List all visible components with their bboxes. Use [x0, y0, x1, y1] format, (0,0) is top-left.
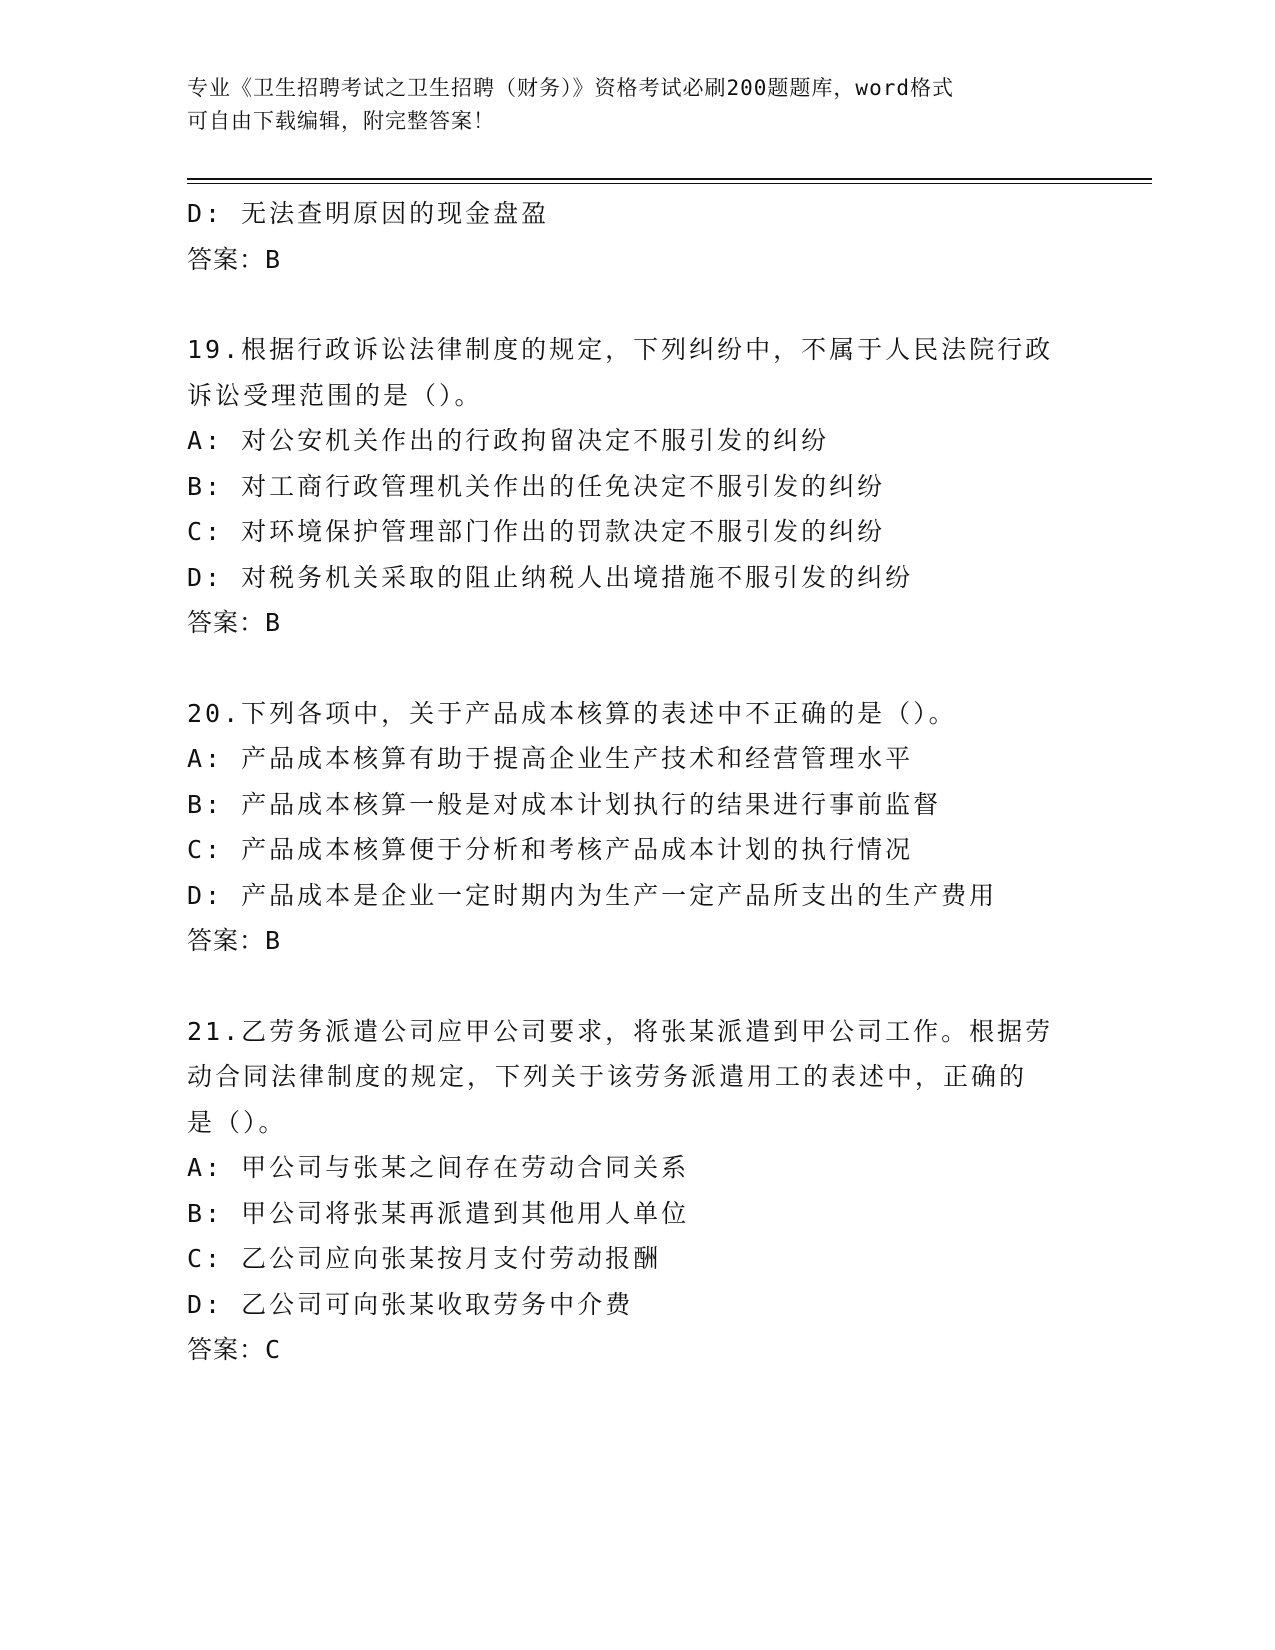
answer-label: 答案：	[187, 244, 266, 274]
option-c: C: 乙公司应向张某按月支付劳动报酬	[187, 1244, 662, 1273]
option-b: B: 对工商行政管理机关作出的任免决定不服引发的纠纷	[187, 471, 886, 501]
question-block-20	[187, 691, 1087, 964]
question-block-18-tail	[187, 191, 1087, 282]
option-a: A: 对公安机关作出的行政拘留决定不服引发的纠纷	[187, 426, 830, 455]
question-block-21	[187, 1009, 1087, 1373]
question-stem-line: 是（）。	[187, 1107, 287, 1137]
option-d: D: 产品成本是企业一定时期内为生产一定产品所支出的生产费用	[187, 880, 998, 910]
option-b: B: 产品成本核算一般是对成本计划执行的结果进行事前监督	[187, 789, 942, 819]
option-c: C: 产品成本核算便于分析和考核产品成本计划的执行情况	[187, 835, 914, 864]
answer-line	[187, 1327, 1087, 1373]
answer-value: B	[265, 926, 282, 955]
page-header	[187, 72, 1067, 138]
spacer	[187, 964, 1087, 1009]
answer-value: C	[265, 1335, 282, 1364]
question-stem-line: 20.下列各项中，关于产品成本核算的表述中不正确的是（）。	[187, 698, 957, 728]
option-d: D: 乙公司可向张某收取劳务中介费	[187, 1289, 634, 1319]
option-d: D: 无法查明原因的现金盘盈	[187, 199, 550, 228]
spacer	[187, 282, 1087, 327]
question-stem-line: 动合同法律制度的规定，下列关于该劳务派遣用工的表述中，正确的	[187, 1062, 1028, 1091]
answer-label: 答案：	[187, 608, 266, 637]
answer-line	[187, 237, 1087, 283]
question-list	[187, 191, 1087, 1373]
answer-label: 答案：	[187, 1335, 266, 1364]
option-a: A: 甲公司与张某之间存在劳动合同关系	[187, 1153, 690, 1182]
header-title-line-1: 专业《卫生招聘考试之卫生招聘（财务）》资格考试必刷200题题库，word格式	[187, 76, 954, 100]
question-block-19	[187, 327, 1087, 646]
answer-value: B	[265, 608, 282, 637]
header-divider-thin	[187, 183, 1152, 184]
option-b: B: 甲公司将张某再派遣到其他用人单位	[187, 1198, 690, 1228]
option-d: D: 对税务机关采取的阻止纳税人出境措施不服引发的纠纷	[187, 562, 914, 592]
answer-line	[187, 918, 1087, 964]
answer-line	[187, 600, 1087, 646]
question-stem-line: 21.乙劳务派遣公司应甲公司要求，将张某派遣到甲公司工作。根据劳	[187, 1016, 1054, 1046]
option-c: C: 对环境保护管理部门作出的罚款决定不服引发的纠纷	[187, 517, 886, 546]
question-stem-line: 诉讼受理范围的是（）。	[187, 380, 483, 410]
spacer	[187, 646, 1087, 691]
header-title-line-2: 可自由下载编辑，附完整答案！	[187, 109, 495, 133]
answer-value: B	[265, 244, 282, 274]
header-divider-thick	[187, 178, 1152, 180]
answer-label: 答案：	[187, 926, 266, 955]
option-a: A: 产品成本核算有助于提高企业生产技术和经营管理水平	[187, 744, 914, 773]
question-stem-line: 19.根据行政诉讼法律制度的规定，下列纠纷中，不属于人民法院行政	[187, 335, 1054, 364]
